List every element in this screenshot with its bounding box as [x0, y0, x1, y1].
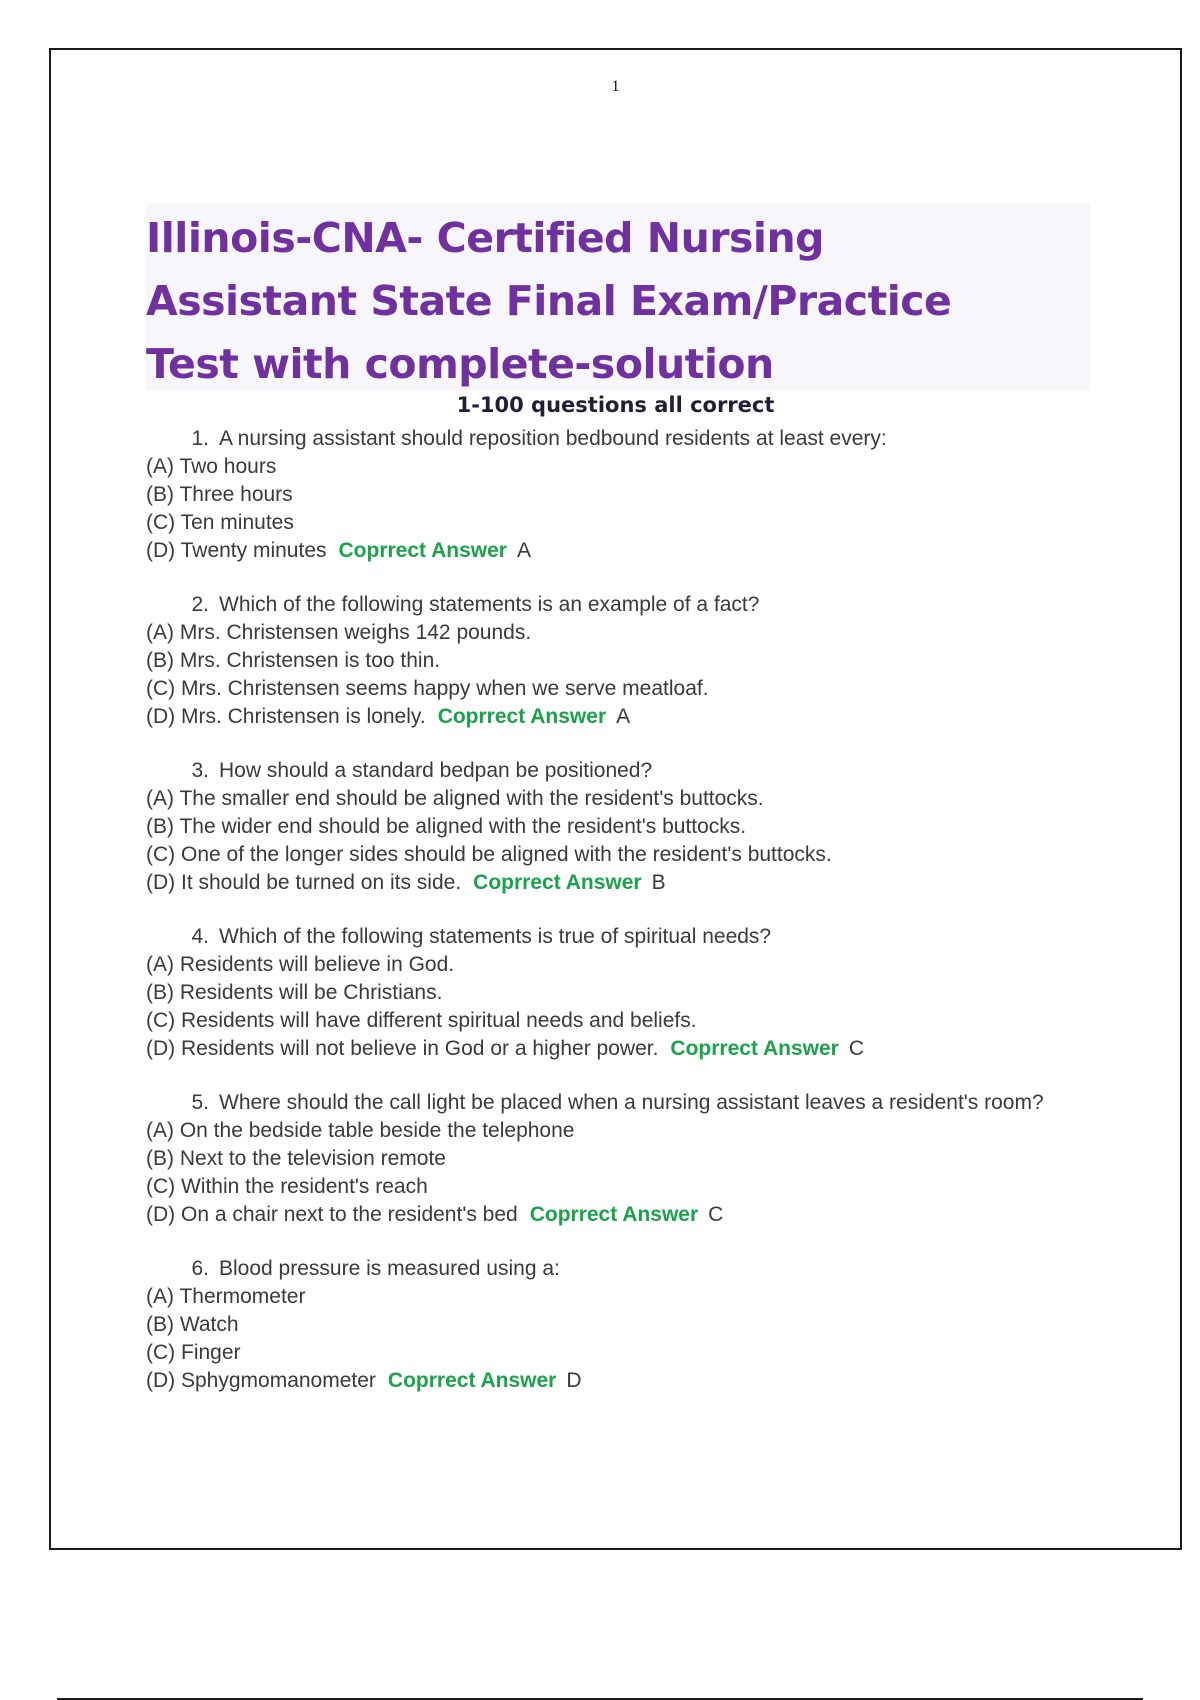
question-4 — [146, 923, 1106, 1063]
question-text: Blood pressure is measured using a: — [219, 1257, 560, 1280]
title-line: Illinois-CNA- Certified Nursing — [146, 214, 824, 262]
question-stem — [146, 923, 1106, 951]
option-c: (C) One of the longer sides should be aligned with the resident's buttocks. — [146, 843, 832, 866]
question-number: 4. — [191, 925, 209, 948]
title-line: Assistant State Final Exam/Practice — [146, 277, 952, 325]
option-d: (D) It should be turned on its side. — [146, 871, 462, 894]
answer-value: C — [848, 1037, 865, 1060]
question-stem — [146, 591, 1106, 619]
option-d-with-answer — [146, 703, 1106, 731]
option-b: (B) Mrs. Christensen is too thin. — [146, 649, 441, 672]
question-number: 6. — [191, 1257, 209, 1280]
option-a: (A) Mrs. Christensen weighs 142 pounds. — [146, 621, 532, 644]
question-number: 5. — [191, 1091, 209, 1114]
question-text: Which of the following statements is an example of a fact? — [219, 593, 760, 616]
question-number: 1. — [191, 427, 209, 450]
option-d: (D) Sphygmomanometer — [146, 1369, 376, 1392]
answer-label: Coprrect Answer — [529, 1203, 699, 1226]
option-a: (A) Thermometer — [146, 1285, 306, 1308]
question-6 — [146, 1255, 1106, 1395]
question-1 — [146, 425, 1106, 565]
answer-value: D — [566, 1369, 582, 1392]
answer-value: C — [708, 1203, 724, 1226]
option-d: (D) Mrs. Christensen is lonely. — [146, 705, 426, 728]
option-a: (A) Residents will believe in God. — [146, 953, 455, 976]
answer-label: Coprrect Answer — [387, 1369, 557, 1392]
question-text: Which of the following statements is true of spiritual needs? — [219, 925, 772, 948]
question-stem — [146, 1255, 1106, 1283]
option-b: (B) Three hours — [146, 483, 293, 506]
option-b: (B) Next to the television remote — [146, 1147, 446, 1170]
option-c: (C) Finger — [146, 1341, 241, 1364]
option-c: (C) Residents will have different spiritual needs and beliefs. — [146, 1009, 697, 1032]
question-3 — [146, 757, 1106, 897]
document-subtitle: 1-100 questions all correct — [456, 393, 775, 417]
option-c: (C) Within the resident's reach — [146, 1175, 428, 1198]
option-d-with-answer — [146, 1367, 1106, 1395]
option-b: (B) Watch — [146, 1313, 239, 1336]
answer-label: Coprrect Answer — [670, 1037, 839, 1060]
option-d-with-answer — [146, 1035, 1106, 1063]
answer-value: A — [516, 539, 531, 562]
option-d-with-answer — [146, 869, 1106, 897]
option-a: (A) On the bedside table beside the telephone — [146, 1119, 575, 1142]
answer-label: Coprrect Answer — [473, 871, 642, 894]
question-number: 3. — [191, 759, 209, 782]
question-list — [146, 425, 1106, 1421]
option-c: (C) Ten minutes — [146, 511, 294, 534]
option-d: (D) On a chair next to the resident's bed — [146, 1203, 518, 1226]
page-number: 1 — [611, 78, 620, 95]
option-d-with-answer — [146, 1201, 1106, 1229]
document-title — [146, 203, 1090, 390]
option-d-with-answer — [146, 537, 1106, 565]
option-a: (A) The smaller end should be aligned with the resident's buttocks. — [146, 787, 764, 810]
question-stem — [146, 425, 1106, 453]
option-b: (B) The wider end should be aligned with the resident's buttocks. — [146, 815, 747, 838]
question-number: 2. — [191, 593, 209, 616]
answer-value: B — [651, 871, 666, 894]
option-d: (D) Residents will not believe in God or a higher power. — [146, 1037, 659, 1060]
option-b: (B) Residents will be Christians. — [146, 981, 443, 1004]
option-a: (A) Two hours — [146, 455, 277, 478]
page-frame — [49, 48, 1182, 1550]
question-text: Where should the call light be placed when a nursing assistant leaves a resident's room? — [219, 1091, 1044, 1114]
question-text: How should a standard bedpan be positioned? — [219, 759, 653, 782]
answer-label: Coprrect Answer — [437, 705, 607, 728]
question-stem — [146, 757, 1106, 785]
question-stem — [146, 1089, 1106, 1117]
question-5 — [146, 1089, 1106, 1229]
answer-label: Coprrect Answer — [338, 539, 507, 562]
answer-value: A — [616, 705, 631, 728]
option-c: (C) Mrs. Christensen seems happy when we serve meatloaf. — [146, 677, 709, 700]
option-d: (D) Twenty minutes — [146, 539, 327, 562]
question-text: A nursing assistant should reposition bedbound residents at least every: — [219, 427, 887, 450]
question-2 — [146, 591, 1106, 731]
title-line: Test with complete-solution — [146, 340, 774, 388]
